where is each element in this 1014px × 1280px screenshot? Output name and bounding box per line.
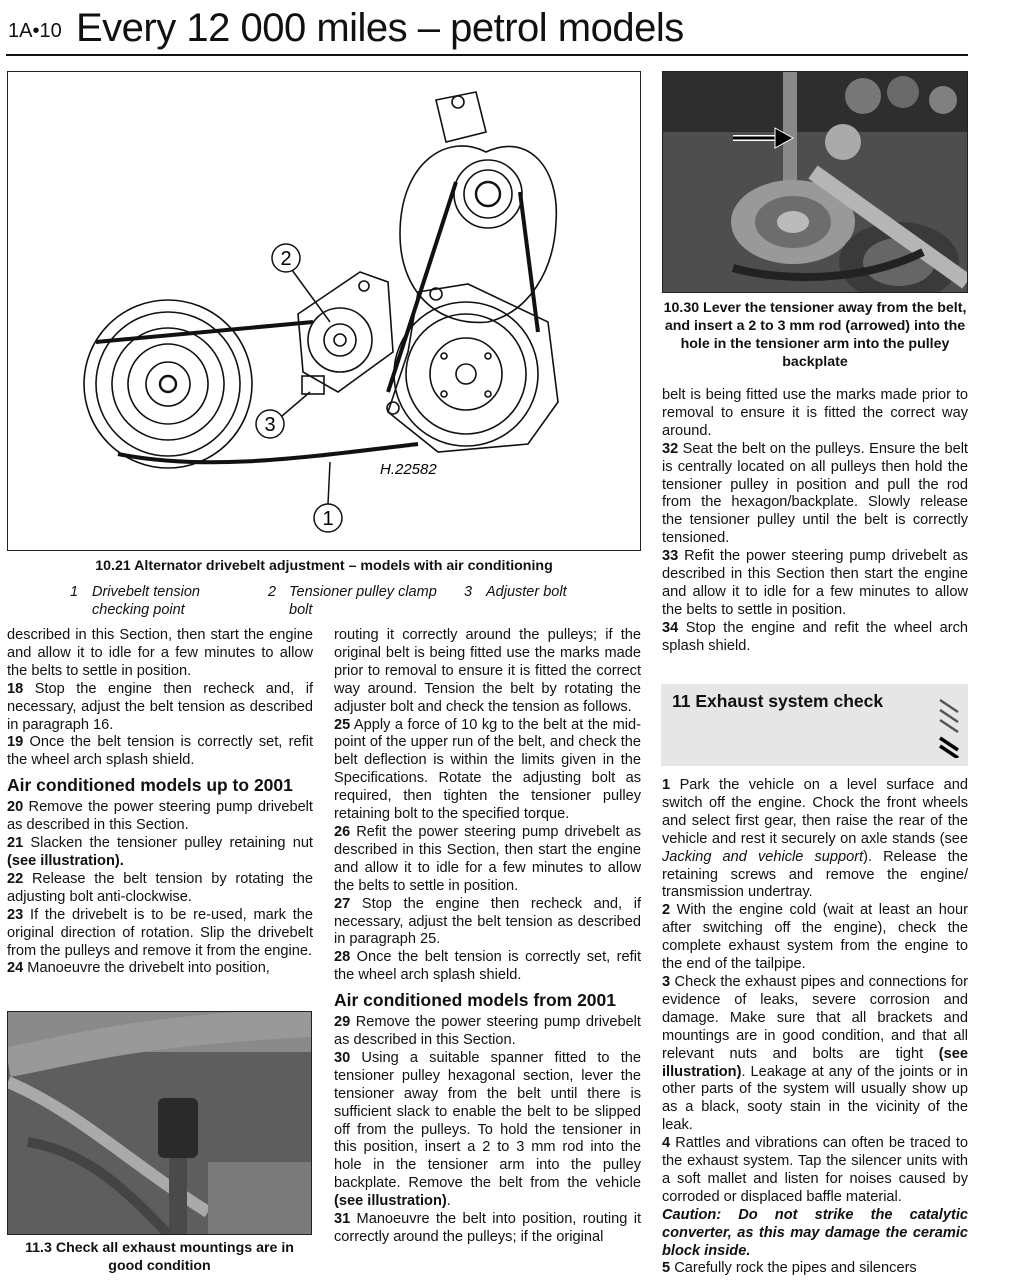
exhaust-mounting-photo: [7, 1011, 312, 1235]
water-pump-pulley: [394, 302, 538, 446]
paragraph-21: 21 Slacken the tensioner pulley retaining nut (see illustration).: [7, 835, 313, 869]
tensioner-pulley: [308, 308, 372, 372]
exhaust-mounting-photo-svg: [8, 1012, 311, 1234]
legend-label-1b: checking point: [92, 602, 185, 618]
callout-1: 1: [322, 508, 334, 530]
paragraph-17-cont: described in this Section, then start the engine and allow it to idle for a few minutes to allow the belts to settle in position.: [7, 627, 313, 679]
paragraph-18: 18 Stop the engine then recheck and, if necessary, adjust the belt tension as described in paragraph 16.: [7, 680, 313, 733]
tensioner-bracket: [298, 272, 393, 392]
figure-caption-11-3: 11.3 Check all exhaust mountings are in good condition: [25, 1240, 294, 1274]
page-number: 1A•10: [8, 20, 62, 42]
tensioner-photo-svg: [663, 72, 967, 292]
text-column-3-top: [662, 387, 968, 656]
paragraph-28: 28 Once the belt tension is correctly set, refit the wheel arch splash shield.: [334, 949, 641, 984]
spanner-rating-svg: [936, 694, 964, 758]
paragraph-31-cont: belt is being fitted use the marks made prior to removal to ensure it is fitted the correct way around.: [662, 387, 968, 439]
paragraph-27: 27 Stop the engine then recheck and, if necessary, adjust the belt tension as described in paragraph 25.: [334, 895, 641, 948]
paragraph-20: 20 Remove the power steering pump drivebelt as described in this Section.: [7, 799, 313, 834]
paragraph-24: 24 Manoeuvre the drivebelt into position,: [7, 960, 270, 977]
callout-3: 3: [264, 414, 276, 436]
figure-caption-10-21: 10.21 Alternator drivebelt adjustment – models with air conditioning: [95, 558, 553, 574]
page-title: Every 12 000 miles – petrol models: [76, 6, 684, 50]
paragraph-24-cont: routing it correctly around the pulleys; if the original belt is being fitted use the marks made prior to removal to ensure it is fitted the correct way around. Tension the belt by rotating the adjuster bolt and check the tension as follows.: [334, 627, 641, 715]
callout-2: 2: [280, 248, 292, 270]
tensioner-photo: [662, 71, 968, 293]
paragraph-25: 25 Apply a force of 10 kg to the belt at the mid-point of the upper run of the belt, and check the belt deflection is within the limits given in the Specifications. Rotate the adjusting bolt as required, then tighten the tensioner pulley retaining bolt to the specified torque.: [334, 716, 641, 823]
heading-ac-up-to-2001: Air conditioned models up to 2001: [7, 775, 293, 796]
legend-label-2b: bolt: [289, 602, 313, 618]
paragraph-32: 32 Seat the belt on the pulleys. Ensure the belt is centrally located on all pulleys then hold the tensioner pulley in position and pull the rod from the hexagon/backplate. Slowly release the tensioner pulley until the belt is correctly tensioned.: [662, 440, 968, 547]
drivebelt-diagram: [7, 71, 641, 551]
paragraph-22: 22 Release the belt tension by rotating the adjusting bolt anti-clockwise.: [7, 870, 314, 905]
adjuster-bolt: [302, 376, 324, 394]
belt-upper-run: [96, 322, 313, 342]
section-title: 11 Exhaust system check: [672, 691, 884, 711]
legend-num-1: 1: [70, 584, 79, 600]
figure-caption-10-30: 10.30 Lever the tensioner away from the belt, and insert a 2 to 3 mm rod (arrowed) into the hole in the tensioner arm into the pulley backplate: [663, 300, 967, 370]
paragraph-5: 5 Carefully rock the pipes and silencers: [662, 1260, 917, 1277]
legend-num-2: 2: [268, 584, 277, 600]
legend-label-2: Tensioner pulley clamp: [289, 584, 437, 600]
belt-lower-run: [118, 444, 418, 462]
legend-label-3: Adjuster bolt: [486, 584, 567, 600]
paragraph-23: 23 If the drivebelt is to be re-used, mark the original direction of rotation. Slip the drivebelt from the pulleys and remove it from the engine.: [7, 906, 313, 959]
alternator-bracket: [436, 92, 486, 142]
header-rule: [6, 54, 968, 56]
spanner-rating-icon: [936, 694, 964, 763]
paragraph-31: 31 Manoeuvre the belt into position, routing it correctly around the pulleys; if the original: [334, 1211, 641, 1245]
legend-label-1: Drivebelt tension: [92, 584, 200, 600]
rubber-mounting: [158, 1098, 198, 1158]
text-column-1: [7, 627, 313, 978]
text-column-3-bottom: [662, 777, 968, 1278]
crankshaft-pulley: [84, 300, 252, 468]
paragraph-30: 30 Using a suitable spanner fitted to the tensioner pulley hexagonal section, lever the tensioner away from the belt until there is sufficient slack to enable the belt to be slipped off from the pulleys. To hold the tensioner in this position, insert a 2 to 3 mm rod into the hole in the tensioner arm into the pulley backplate. Remove the belt from the vehicle (see illustration).: [334, 1049, 641, 1210]
legend-num-3: 3: [464, 584, 473, 600]
belt-right-alt-run: [520, 192, 538, 332]
caution-note: Caution: Do not strike the catalytic converter, as this may damage the ceramic block inside.: [662, 1206, 968, 1259]
paragraph-29: 29 Remove the power steering pump drivebelt as described in this Section.: [334, 1014, 641, 1049]
drivebelt-diagram-svg: [8, 72, 640, 550]
figure-reference: H.22582: [380, 461, 437, 478]
paragraph-3: 3 Check the exhaust pipes and connections for evidence of leaks, severe corrosion and damage. Make sure that all brackets and mountings are in good condition, and that all relevant nuts and bolts are tight (see illustration). Leakage at any of the joints or in other parts of the system will usually show up as a black, sooty stain in the vicinity of the leak.: [662, 973, 968, 1134]
paragraph-19: 19 Once the belt tension is correctly set, refit the wheel arch splash shield.: [7, 734, 313, 769]
rod-bar: [783, 72, 797, 192]
paragraph-1: 1 Park the vehicle on a level surface and switch off the engine. Chock the front wheels and select first gear, then raise the rear of the vehicle and rest it securely on axle stands (see Jacking and vehicle support). Release the retaining screws and remove the engine/ transmission undertray.: [662, 777, 968, 901]
paragraph-2: 2 With the engine cold (wait at least an hour after switching off the engine), check the complete exhaust system from the engine to the end of the tailpipe.: [662, 902, 968, 973]
paragraph-33: 33 Refit the power steering pump drivebelt as described in this Section then start the engine and allow it to idle for a few minutes to allow the belts to settle in position.: [662, 548, 968, 618]
heading-ac-from-2001: Air conditioned models from 2001: [334, 990, 616, 1011]
paragraph-34: 34 Stop the engine and refit the wheel arch splash shield.: [662, 619, 969, 654]
paragraph-26: 26 Refit the power steering pump drivebelt as described in this Section, then start the engine and allow it to idle for a few minutes to allow the belts to settle in position.: [334, 823, 641, 894]
text-column-2: [334, 627, 641, 1247]
paragraph-4: 4 Rattles and vibrations can often be traced to the exhaust system. Tap the silencer units with a soft mallet and listen for noises caused by corroded or displaced baffle material.: [662, 1135, 968, 1205]
